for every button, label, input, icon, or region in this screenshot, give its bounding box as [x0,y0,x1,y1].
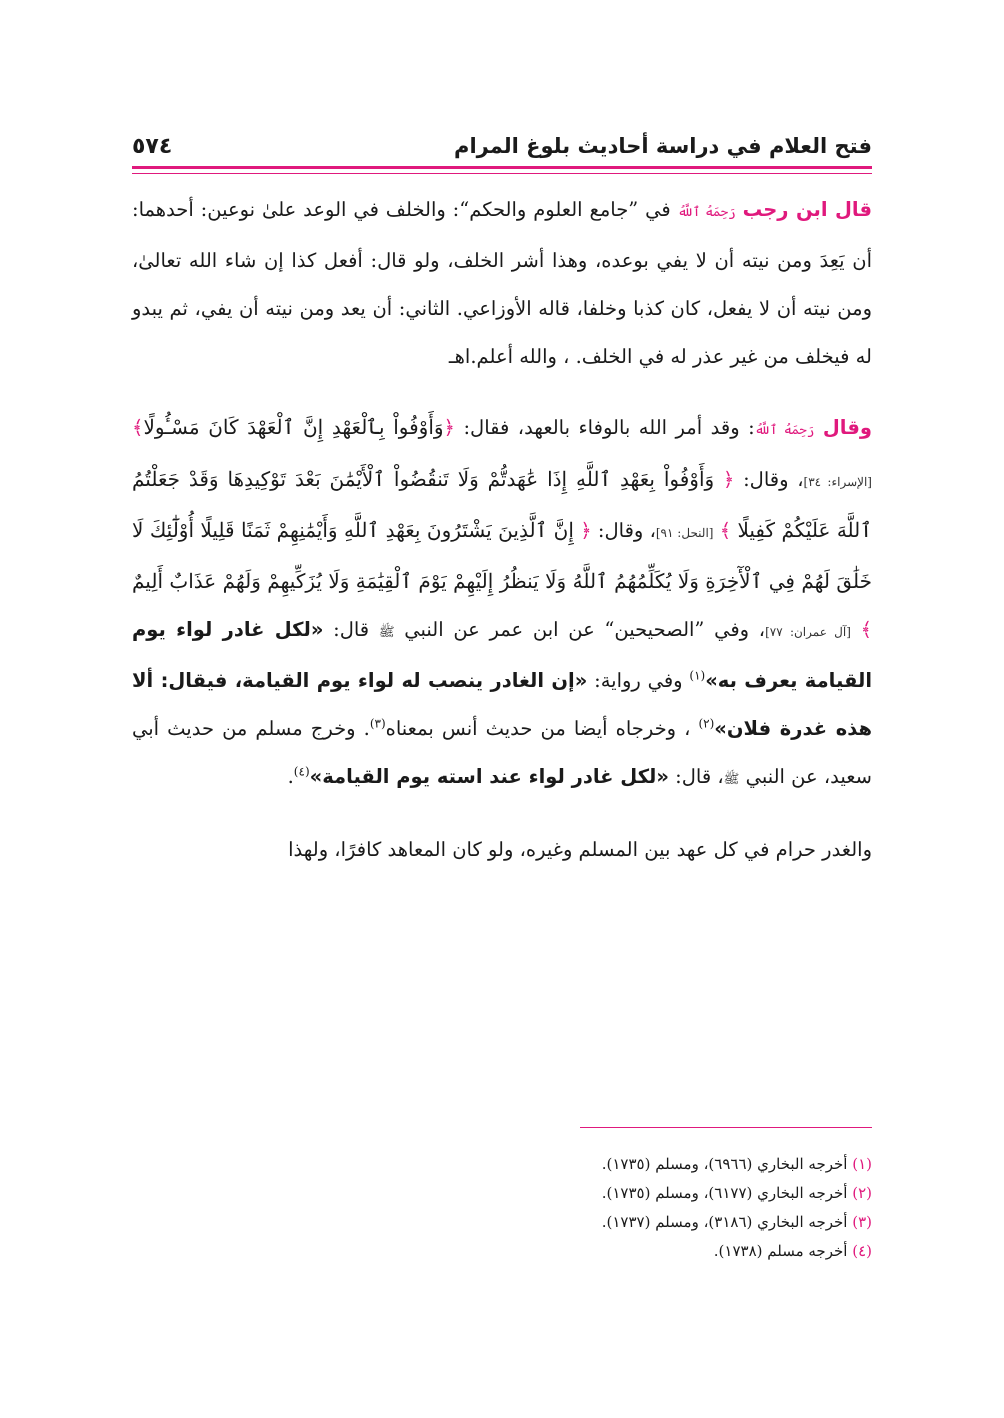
quran-open-bracket: ﴿ [722,468,735,491]
footnote-4 [132,1237,872,1266]
text-segment: ، وخرجاه أيضا من حديث أنس بمعناه [385,717,691,740]
footnote-2 [132,1179,872,1208]
honorific-2: رَحِمَهُ ٱللَّهُ [754,423,815,438]
quran-open-bracket: ﴿ [443,416,455,439]
speaker-lead: وقال [822,416,873,439]
text-segment: . [287,765,294,788]
text-segment: : وقد أمر الله بالوفاء بالعهد، فقال: [463,416,755,439]
paragraph-3 [132,826,872,874]
hadith-text-1: «لكل غادر لواء يوم القيامة يعرف به» [132,618,872,692]
footnote-ref-2[interactable]: (٢) [698,716,715,731]
footnote-text: أخرجه مسلم (١٧٣٨). [713,1242,848,1260]
quran-open-bracket: ﴿ [580,519,592,542]
footnote-3 [132,1208,872,1237]
paragraph-1 [132,186,872,381]
verse-citation-1: [الإسراء: ٣٤] [803,475,872,489]
footnote-number: (٤) [852,1242,872,1260]
footnote-text: أخرجه البخاري (٦١٧٧)، ومسلم (١٧٣٥). [601,1184,848,1202]
text-segment: . وخرج مسلم من حديث أبي سعيد، عن النبي [132,717,872,788]
running-header [132,128,872,164]
hadith-text-3: «لكل غادر لواء عند استه يوم القيامة» [309,765,669,788]
book-title: فتح العلام في دراسة أحاديث بلوغ المرام [454,134,872,158]
hadith-text-2: «إن الغادر ينصب له لواء يوم القيامة، فيقال: ألا هذه غدرة فلان» [132,669,872,740]
paragraph-2 [132,403,872,804]
page-number: ٥٧٤ [132,133,173,159]
footnote-number: (٢) [852,1184,872,1202]
paragraph-3-text: والغدر حرام في كل عهد بين المسلم وغيره، ولو كان المعاهد كافرًا، ولهذا [288,838,872,861]
quran-close-bracket: ﴾ [860,618,873,641]
quran-verse-2: وَأَوْفُواْ بِعَهْدِ ٱللَّهِ إِذَا عَٰهَدتُّمْ وَلَا تَنقُضُواْ ٱلْأَيْمَٰنَ بَعْدَ تَوْكِيدِهَا وَقَدْ جَعَلْتُمُ ٱللَّهَ عَلَيْكُمْ كَفِيلًا [132,467,872,542]
salutation-symbol: ﷺ [723,772,740,787]
header-rule-thick [132,166,872,169]
footnote-separator [580,1127,872,1128]
text-segment: ، وقال: [597,519,656,542]
text-segment: ، وفي ”الصحيحين“ عن ابن عمر عن النبي [404,618,766,641]
quran-verse-3: إِنَّ ٱلَّذِينَ يَشْتَرُونَ بِعَهْدِ ٱللَّهِ وَأَيْمَٰنِهِمْ ثَمَنًا قَلِيلًا أُوْلَٰٓئِكَ لَا خَلَٰقَ لَهُمْ فِي ٱلْأٓخِرَةِ وَلَا يُكَلِّمُهُمُ ٱللَّهُ وَلَا يَنظُرُ إِلَيْهِمْ يَوْمَ ٱلْقِيَٰمَةِ وَلَا يُزَكِّيهِمْ وَلَهُمْ عَذَابٌ أَلِيمٌ [132,518,872,593]
footnote-ref-3[interactable]: (٣) [369,716,386,731]
footnote-1 [132,1150,872,1179]
header-rule-thin [132,173,872,174]
paragraph-1-text: في ”جامع العلوم والحكم“: والخلف في الوعد علىٰ نوعين: أحدهما: أن يَعِدَ ومن نيته أن لا يفي بوعده، وهذا أشر الخلف، ولو قال: أفعل كذا إن شاء الله تعالىٰ، ومن نيته أن لا يفعل، كان كذبا وخلفا، قاله الأوزاعي. الثاني: أن يعد ومن نيته أن يفي، ثم يبدو له فيخلف من غير عذر له في الخلف. ، والله أعلم.اهـ [132,198,872,368]
speaker-name: قال ابن رجب [742,198,872,221]
honorific: رَحِمَهُ ٱللَّهُ [677,205,736,220]
quran-close-bracket: ﴾ [132,416,144,439]
salutation-symbol: ﷺ [378,625,395,640]
text-segment: ، وقال: [743,468,804,491]
footnote-number: (٣) [852,1213,872,1231]
verse-citation-2: [النحل: ٩١] [655,526,714,540]
quran-verse-1: وَأَوْفُواْ بِٱلْعَهْدِ إِنَّ ٱلْعَهْدَ كَانَ مَسْـُٔولًا [143,415,444,439]
footnote-ref-4[interactable]: (٤) [293,764,310,779]
quran-close-bracket: ﴾ [719,519,732,542]
footnote-ref-1[interactable]: (١) [689,668,706,683]
footnote-text: أخرجه البخاري (٣١٨٦)، ومسلم (١٧٣٧). [601,1213,848,1231]
footnote-number: (١) [852,1155,872,1173]
footnotes [132,1150,872,1266]
footnote-text: أخرجه البخاري (٦٩٦٦)، ومسلم (١٧٣٥). [601,1155,848,1173]
verse-citation-3: [آل عمران: ٧٧] [765,625,851,639]
text-segment: قال: [333,618,370,641]
text-segment: ، قال: [675,765,724,788]
text-segment: وفي رواية: [594,669,683,692]
main-text [132,186,872,874]
